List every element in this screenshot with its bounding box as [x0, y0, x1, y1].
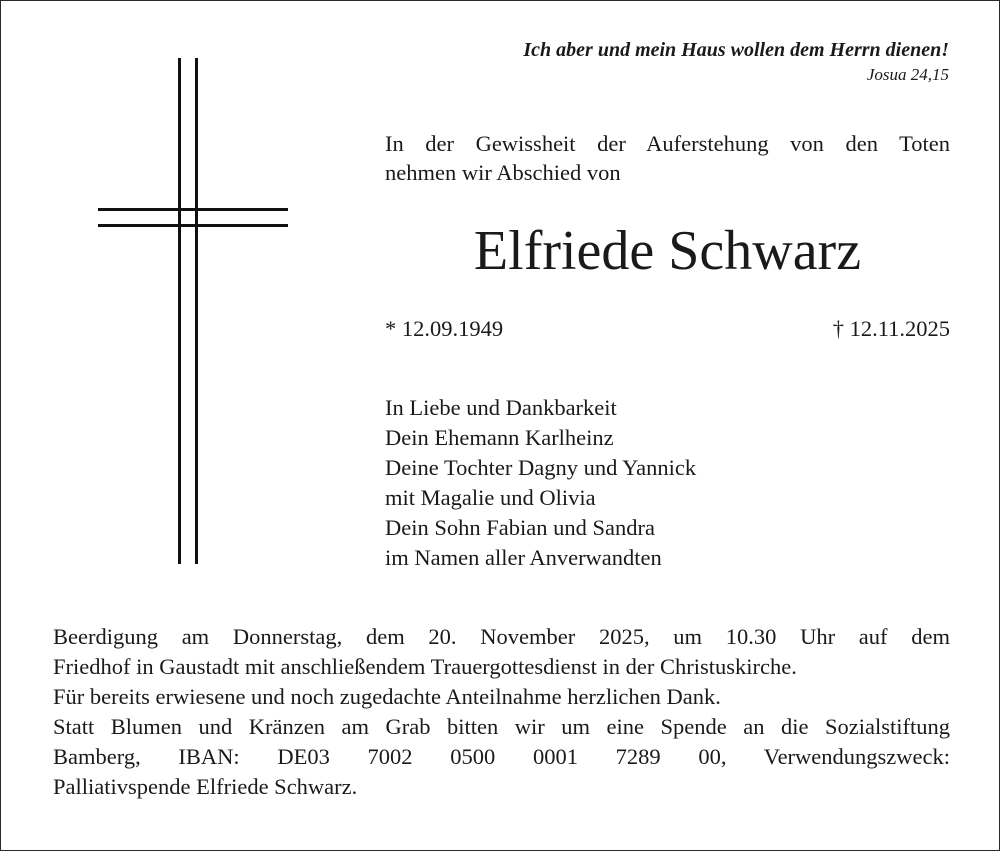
footer-line: Palliativspende Elfriede Schwarz.: [53, 774, 358, 799]
cross-icon: [98, 58, 288, 564]
cross-horizontal-line-bottom: [98, 224, 288, 227]
family-line: Dein Sohn Fabian und Sandra: [385, 515, 655, 540]
death-date: † 12.11.2025: [832, 316, 950, 341]
birth-date: * 12.09.1949: [385, 316, 504, 341]
cross-vertical-line-left: [178, 58, 181, 564]
family-line: Deine Tochter Dagny und Yannick: [385, 455, 697, 480]
deceased-name: Elfriede Schwarz: [473, 220, 862, 282]
footer-line: Friedhof in Gaustadt mit anschließendem Trauergottesdienst in der Christuskirche.: [53, 654, 797, 679]
footer-line: Statt Blumen und Kränzen am Grab bitten wir um eine Spende an die Sozialstiftung: [53, 714, 950, 739]
family-line: mit Magalie und Olivia: [385, 485, 596, 510]
cross-horizontal-line-top: [98, 208, 288, 211]
family-line: In Liebe und Dankbarkeit: [385, 395, 617, 420]
bible-verse: Ich aber und mein Haus wollen dem Herrn dienen!: [523, 39, 949, 61]
footer-line: Für bereits erwiesene und noch zugedachte Anteilnahme herzlichen Dank.: [53, 684, 721, 709]
footer-line: Beerdigung am Donnerstag, dem 20. November 2025, um 10.30 Uhr auf dem: [53, 624, 950, 649]
family-line: Dein Ehemann Karlheinz: [385, 425, 614, 450]
intro-line-1: In der Gewissheit der Auferstehung von den Toten: [385, 131, 950, 156]
footer-line: Bamberg, IBAN: DE03 7002 0500 0001 7289 00, Verwendungszweck:: [53, 744, 950, 769]
cross-vertical-line-right: [195, 58, 198, 564]
bible-verse-reference: Josua 24,15: [866, 65, 949, 84]
intro-line-2: nehmen wir Abschied von: [385, 160, 621, 185]
life-dates: [385, 314, 950, 344]
family-line: im Namen aller Anverwandten: [385, 545, 662, 570]
intro-text: [385, 129, 950, 187]
funeral-information: [53, 622, 950, 802]
family-list: [385, 393, 950, 573]
